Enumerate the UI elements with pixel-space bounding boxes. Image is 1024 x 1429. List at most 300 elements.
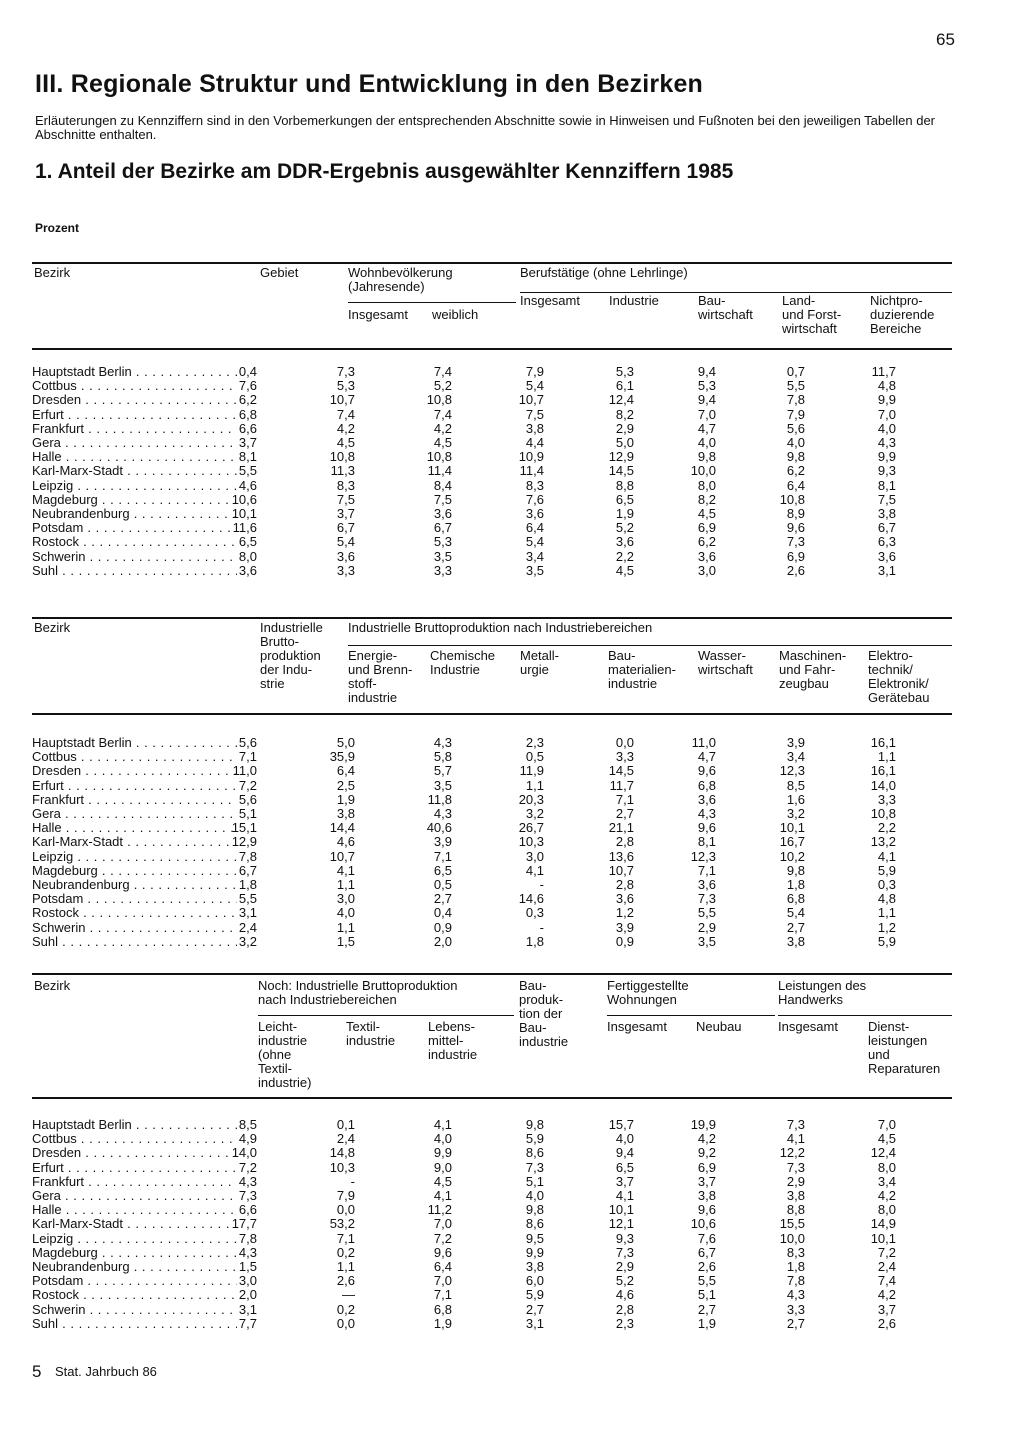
table-cell: 3,4 [525, 548, 544, 564]
table-cell: 5,4 [336, 534, 355, 550]
table-row [32, 564, 952, 578]
table-cell: 3,2 [786, 806, 805, 821]
table-cell: 7,1 [433, 1287, 452, 1303]
table-cell: 4,1 [615, 1188, 634, 1203]
header-metall: Metall- urgie [520, 648, 560, 677]
table-cell: 6,6 [238, 420, 257, 436]
header-rule [607, 1015, 775, 1016]
table-cell: 6,7 [697, 1244, 716, 1260]
table-cell: 9,8 [786, 449, 805, 465]
top-rule [32, 973, 952, 975]
table-cell: 4,0 [433, 1131, 452, 1147]
header-wohnbevoelkerung: Wohnbevölkerung (Jahresende) [348, 265, 453, 294]
table-cell: 3,6 [525, 506, 544, 521]
table-cell: 1,8 [525, 933, 544, 949]
row-label-bezirk: Dresden . . . [32, 393, 237, 407]
table-cell: 5,4 [786, 905, 805, 921]
table-row [32, 521, 952, 535]
header-beruf-land: Land- und Forst- wirtschaft [782, 293, 842, 336]
table-cell: 5,3 [433, 534, 452, 550]
row-label-bezirk: Magdeburg . . . [32, 864, 237, 878]
table-row [32, 807, 952, 821]
table-cell: 2,4 [877, 1259, 896, 1274]
table-cell: 0,3 [525, 905, 544, 921]
table-cell: 12,9 [231, 834, 257, 850]
table-row [32, 750, 952, 764]
table-cell: 7,1 [615, 791, 634, 807]
table-cell: - [539, 877, 544, 892]
table-cell: 6,4 [525, 520, 544, 536]
table-cell: 5,5 [238, 463, 257, 479]
table-cell: 4,3 [238, 1173, 257, 1189]
table-cell: 3,0 [525, 848, 544, 864]
table-cell: 0,9 [433, 919, 452, 935]
header-handwerk-insgesamt: Insgesamt [778, 1019, 838, 1034]
table-cell: 7,8 [786, 1273, 805, 1289]
table-cell: 2,8 [615, 834, 634, 850]
table-cell: 8,3 [525, 477, 544, 493]
table-cell: 7,8 [238, 848, 257, 864]
table-cell: 5,3 [697, 378, 716, 394]
table-cell: 3,7 [615, 1173, 634, 1189]
table-cell: 15,7 [608, 1117, 634, 1132]
table-cell: 8,5 [238, 1117, 257, 1132]
table-cell: 6,3 [877, 534, 896, 550]
table-cell: 14,5 [608, 763, 634, 779]
table-cell: 7,8 [238, 1230, 257, 1246]
table-cell: 14,6 [518, 891, 544, 907]
table-cell: 4,3 [433, 806, 452, 821]
header-leicht: Leicht- industrie (ohne Textil- industrie) [258, 1019, 312, 1090]
table-cell: 7,5 [877, 491, 896, 507]
row-label-bezirk: Halle . . . [32, 450, 237, 464]
table-cell: 7,4 [433, 406, 452, 422]
table-cell: 13,2 [870, 834, 896, 850]
table-cell: 3,6 [697, 791, 716, 807]
table-cell: 6,2 [238, 392, 257, 408]
table-cell: 1,1 [877, 905, 896, 921]
table-cell: 0,2 [336, 1244, 355, 1260]
table-cell: 8,0 [238, 548, 257, 564]
table-cell: 4,2 [433, 420, 452, 436]
table-cell: 4,5 [336, 435, 355, 450]
table-cell: 6,5 [615, 491, 634, 507]
table-cell: 11,4 [427, 463, 452, 479]
table-cell: 20,3 [518, 791, 544, 807]
header-wohn-neubau: Neubau [696, 1019, 742, 1034]
table-cell: 26,7 [518, 820, 544, 836]
row-label-bezirk: Rostock . . . [32, 535, 237, 549]
table-cell: 16,7 [779, 834, 805, 850]
table-cell: 3,8 [786, 933, 805, 949]
table-cell: 5,5 [786, 378, 805, 394]
header-wohn-insgesamt: Insgesamt [348, 307, 408, 322]
table-cell: 2,3 [615, 1315, 634, 1331]
row-label-bezirk: Erfurt . . . [32, 408, 237, 422]
table-cell: 2,2 [877, 820, 896, 836]
row-label-bezirk: Magdeburg . . . [32, 493, 237, 507]
table-cell: 1,9 [336, 791, 355, 807]
table-cell: 2,9 [697, 919, 716, 935]
footer-number: 5 [32, 1362, 42, 1381]
table-cell: 4,8 [877, 891, 896, 907]
table-cell: 3,6 [697, 877, 716, 892]
table-cell: 8,0 [697, 477, 716, 493]
table-cell: 1,2 [615, 905, 634, 921]
header-ind-nach-bereichen: Industrielle Bruttoproduktion nach Industriebereichen [348, 620, 653, 635]
table-cell: 15,5 [779, 1216, 805, 1232]
table-cell: 8,9 [786, 506, 805, 521]
table-cell: 6,7 [433, 520, 452, 536]
table-cell: 11,9 [519, 763, 544, 779]
header-noch-ind: Noch: Industrielle Bruttoproduktion nach Industriebereichen [258, 978, 458, 1007]
table-cell: 3,5 [433, 548, 452, 564]
row-label-bezirk: Schwerin . . . [32, 1303, 237, 1317]
table-cell: 9,6 [697, 763, 716, 779]
table-cell: 7,8 [786, 392, 805, 408]
header-rule [348, 645, 952, 646]
table-cell: 1,1 [877, 749, 896, 765]
table-cell: 3,3 [877, 791, 896, 807]
table-cell: 10,1 [779, 820, 805, 836]
row-label-bezirk: Cottbus . . . [32, 379, 237, 393]
table-cell: 10,6 [231, 491, 257, 507]
row-label-bezirk: Potsdam . . . [32, 1274, 237, 1288]
table-cell: 6,8 [238, 406, 257, 422]
header-wohn-weiblich: weiblich [432, 307, 479, 322]
footer-text: Stat. Jahrbuch 86 [55, 1364, 157, 1379]
row-label-bezirk: Neubrandenburg . . . [32, 507, 237, 521]
table-cell: 6,2 [697, 534, 716, 550]
table-row [32, 1260, 952, 1274]
table-cell: 7,9 [786, 406, 805, 422]
table-cell: 10,1 [231, 506, 257, 521]
header-textil: Textil- industrie [346, 1019, 396, 1048]
table-cell: 7,3 [697, 891, 716, 907]
table-cell: 7,3 [525, 1159, 544, 1175]
table-cell: 8,6 [525, 1145, 544, 1161]
table-row [32, 1317, 952, 1331]
row-label-bezirk: Frankfurt . . . [32, 422, 237, 436]
table-cell: 8,5 [786, 777, 805, 793]
header-bezirk: Bezirk [34, 265, 71, 280]
table-cell: 6,1 [615, 378, 634, 394]
table-cell: 4,0 [336, 905, 355, 921]
table-row [32, 1203, 952, 1217]
row-label-bezirk: Suhl . . . [32, 564, 237, 578]
table-cell: 1,9 [615, 506, 634, 521]
table-cell: 4,3 [697, 806, 716, 821]
header-wasser: Wasser- wirtschaft [698, 648, 753, 677]
table-row [32, 736, 952, 750]
table-cell: 9,4 [697, 364, 716, 379]
table-cell: 2,2 [615, 548, 634, 564]
table-cell: 19,9 [690, 1117, 716, 1132]
table-cell: 9,6 [786, 520, 805, 536]
table-cell: 11,3 [330, 463, 355, 479]
table-cell: 8,8 [786, 1202, 805, 1218]
table-cell: 7,3 [615, 1244, 634, 1260]
table-cell: 3,1 [877, 562, 896, 578]
header-beruf-insgesamt: Insgesamt [520, 293, 580, 308]
table-cell: 10,3 [329, 1159, 355, 1175]
table-row [32, 379, 952, 393]
row-label-bezirk: Karl-Marx-Stadt . . . [32, 1217, 237, 1231]
header-bezirk: Bezirk [34, 978, 71, 993]
table-row [32, 864, 952, 878]
table-cell: 8,2 [615, 406, 634, 422]
table-cell: 5,6 [238, 735, 257, 750]
table-cell: 7,5 [525, 406, 544, 422]
row-label-bezirk: Suhl . . . [32, 1317, 237, 1331]
table-row [32, 906, 952, 920]
header-chemie: Chemische Industrie [430, 648, 496, 677]
table-cell: 5,4 [525, 378, 544, 394]
table-cell: 9,8 [525, 1202, 544, 1218]
table-cell: 6,5 [433, 862, 452, 878]
table-row [32, 892, 952, 906]
table-cell: 6,9 [697, 1159, 716, 1175]
table-cell: 17,7 [231, 1216, 257, 1232]
table-row [32, 422, 952, 436]
table-cell: 35,9 [329, 749, 355, 765]
table-row [32, 464, 952, 478]
table-cell: 6,0 [525, 1273, 544, 1289]
table-cell: 6,8 [786, 891, 805, 907]
table-cell: 7,6 [525, 491, 544, 507]
table-row [32, 1132, 952, 1146]
table-cell: 4,7 [697, 749, 716, 765]
table-cell: 6,4 [433, 1259, 452, 1274]
table-cell: 4,8 [877, 378, 896, 394]
table-cell: 5,9 [877, 862, 896, 878]
row-label-bezirk: Frankfurt . . . [32, 793, 237, 807]
table-cell: 14,4 [329, 820, 355, 836]
table-cell: 6,7 [336, 520, 355, 536]
table-row [32, 1217, 952, 1231]
table-cell: 7,2 [238, 1159, 257, 1175]
row-label-bezirk: Potsdam . . . [32, 521, 237, 535]
table-cell: 4,1 [433, 1117, 452, 1132]
header-energie: Energie- und Brenn- stoff- industrie [348, 648, 413, 705]
table-row [32, 507, 952, 521]
table-cell: 14,8 [329, 1145, 355, 1161]
table-title: 1. Anteil der Bezirke am DDR-Ergebnis ausgewählter Kennziffern 1985 [35, 160, 734, 183]
table-cell: 6,2 [786, 463, 805, 479]
row-label-bezirk: Gera . . . [32, 1189, 237, 1203]
table-row [32, 821, 952, 835]
table-row [32, 1288, 952, 1302]
table-cell: 6,6 [238, 1202, 257, 1218]
table-cell: 16,1 [870, 763, 896, 779]
table-row [32, 393, 952, 407]
row-label-bezirk: Halle . . . [32, 1203, 237, 1217]
table-cell: 3,1 [525, 1315, 544, 1331]
table-cell: 9,6 [697, 1202, 716, 1218]
table-cell: 1,9 [433, 1315, 452, 1331]
table-cell: 5,4 [525, 534, 544, 550]
table-cell: 9,0 [433, 1159, 452, 1175]
table-cell: 14,0 [870, 777, 896, 793]
table-cell: 16,1 [870, 735, 896, 750]
table-cell: 4,5 [697, 506, 716, 521]
header-maschinen: Maschinen- und Fahr- zeugbau [779, 648, 847, 691]
table-cell: 11,7 [609, 777, 634, 793]
table-cell: 3,8 [336, 806, 355, 821]
table-cell: 9,9 [433, 1145, 452, 1161]
table-cell: 6,5 [238, 534, 257, 550]
table-cell: 11,2 [427, 1202, 452, 1218]
table-cell: 6,4 [336, 763, 355, 779]
table-cell: 7,5 [336, 491, 355, 507]
row-label-bezirk: Karl-Marx-Stadt . . . [32, 464, 237, 478]
table-cell: 7,9 [336, 1188, 355, 1203]
table-cell: 1,1 [525, 777, 544, 793]
table-cell: 9,8 [525, 1117, 544, 1132]
table-cell: 3,0 [238, 1273, 257, 1289]
table-cell: 5,3 [615, 364, 634, 379]
table-cell: 0,2 [336, 1301, 355, 1317]
table-cell: 3,6 [697, 548, 716, 564]
row-label-bezirk: Hauptstadt Berlin . . . [32, 736, 237, 750]
table-cell: 5,1 [697, 1287, 716, 1303]
table-cell: 10,8 [426, 392, 452, 408]
table-cell: 10,6 [690, 1216, 716, 1232]
table-cell: 4,3 [877, 435, 896, 450]
table-cell: 3,4 [877, 1173, 896, 1189]
unit-label: Prozent [35, 221, 80, 235]
table-cell: 4,1 [525, 862, 544, 878]
table-cell: 13,6 [608, 848, 634, 864]
table-cell: 7,0 [697, 406, 716, 422]
table-cell: 6,9 [786, 548, 805, 564]
table-cell: 9,4 [615, 1145, 634, 1161]
table-cell: 11,8 [427, 791, 452, 807]
row-label-bezirk: Neubrandenburg . . . [32, 1260, 237, 1274]
row-label-bezirk: Neubrandenburg . . . [32, 878, 237, 892]
table-cell: 7,1 [697, 862, 716, 878]
table-cell: 4,3 [238, 1244, 257, 1260]
table-cell: 5,6 [786, 420, 805, 436]
table-cell: 6,7 [877, 520, 896, 536]
table-cell: 2,4 [238, 919, 257, 935]
table-cell: 2,6 [877, 1315, 896, 1331]
table-cell: 5,7 [433, 763, 452, 779]
table-cell: 7,1 [336, 1230, 355, 1246]
table-cell: 5,1 [525, 1173, 544, 1189]
header-beruf-industrie: Industrie [609, 293, 659, 308]
table-cell: 7,2 [877, 1244, 896, 1260]
table-cell: 12,3 [690, 848, 716, 864]
table-row [32, 493, 952, 507]
table-row [32, 764, 952, 778]
table-cell: 1,8 [786, 877, 805, 892]
table-cell: 0,0 [615, 735, 634, 750]
header-bottom-rule [32, 348, 952, 350]
table-cell: 5,8 [433, 749, 452, 765]
table-cell: 4,1 [786, 1131, 805, 1147]
table-cell: 2,7 [697, 1301, 716, 1317]
header-wohnungen: Fertiggestellte Wohnungen [607, 978, 689, 1007]
table-cell: 5,5 [697, 905, 716, 921]
table-cell: 7,3 [786, 1117, 805, 1132]
table-cell: 4,0 [877, 420, 896, 436]
table-cell: 0,9 [615, 933, 634, 949]
top-rule [32, 262, 952, 264]
table-cell: 11,4 [519, 463, 544, 479]
table-cell: 5,6 [238, 791, 257, 807]
table-cell: 2,6 [786, 562, 805, 578]
table-cell: 7,7 [238, 1315, 257, 1331]
table-cell: 0,0 [336, 1202, 355, 1218]
row-label-bezirk: Halle . . . [32, 821, 237, 835]
row-label-bezirk: Erfurt . . . [32, 1161, 237, 1175]
table-cell: 0,4 [238, 364, 257, 379]
table-cell: 12,9 [608, 449, 634, 465]
table-cell: 6,8 [433, 1301, 452, 1317]
row-label-bezirk: Leipzig . . . [32, 1232, 237, 1246]
table-row [32, 835, 952, 849]
table-cell: 4,3 [433, 735, 452, 750]
table-cell: 10,9 [518, 449, 544, 465]
table-cell: 8,8 [615, 477, 634, 493]
table-cell: 3,7 [336, 506, 355, 521]
table-cell: 6,7 [238, 862, 257, 878]
table-cell: 10,0 [690, 463, 716, 479]
table-cell: 3,9 [433, 834, 452, 850]
table-cell: 9,9 [525, 1244, 544, 1260]
table-cell: 4,0 [615, 1131, 634, 1147]
table-cell: 10,7 [329, 848, 355, 864]
table-row [32, 1161, 952, 1175]
table-cell: 2,4 [336, 1131, 355, 1147]
table-cell: 14,0 [231, 1145, 257, 1161]
table-cell: 7,0 [433, 1216, 452, 1232]
header-rule [348, 302, 516, 303]
table-cell: 10,3 [518, 834, 544, 850]
table-cell: 7,0 [877, 1117, 896, 1132]
table-cell: 7,3 [786, 534, 805, 550]
table-row [32, 365, 952, 379]
table-cell: 3,6 [615, 891, 634, 907]
table-cell: 9,2 [697, 1145, 716, 1161]
table-row [32, 878, 952, 892]
table-cell: 8,0 [877, 1159, 896, 1175]
row-label-bezirk: Leipzig . . . [32, 850, 237, 864]
table-cell: 10,7 [518, 392, 544, 408]
table-row [32, 450, 952, 464]
table-cell: 2,7 [615, 806, 634, 821]
table-cell: 3,9 [615, 919, 634, 935]
header-baumat: Bau- materialien- industrie [608, 648, 676, 691]
table-cell: 3,6 [433, 506, 452, 521]
table-cell: 2,7 [525, 1301, 544, 1317]
table-cell: 21,1 [608, 820, 634, 836]
table-cell: 3,1 [238, 1301, 257, 1317]
table-cell: 7,9 [525, 364, 544, 379]
table-cell: 14,9 [870, 1216, 896, 1232]
row-label-bezirk: Dresden . . . [32, 1146, 237, 1160]
table-cell: 0,1 [336, 1117, 355, 1132]
header-berufstaetige: Berufstätige (ohne Lehrlinge) [520, 265, 688, 280]
top-rule [32, 617, 952, 619]
table-cell: 3,3 [786, 1301, 805, 1317]
row-label-bezirk: Magdeburg . . . [32, 1246, 237, 1260]
table-cell: 14,5 [608, 463, 634, 479]
table-cell: 2,6 [336, 1273, 355, 1289]
header-handwerk: Leistungen des Handwerks [778, 978, 867, 1007]
table-cell: 3,4 [786, 749, 805, 765]
